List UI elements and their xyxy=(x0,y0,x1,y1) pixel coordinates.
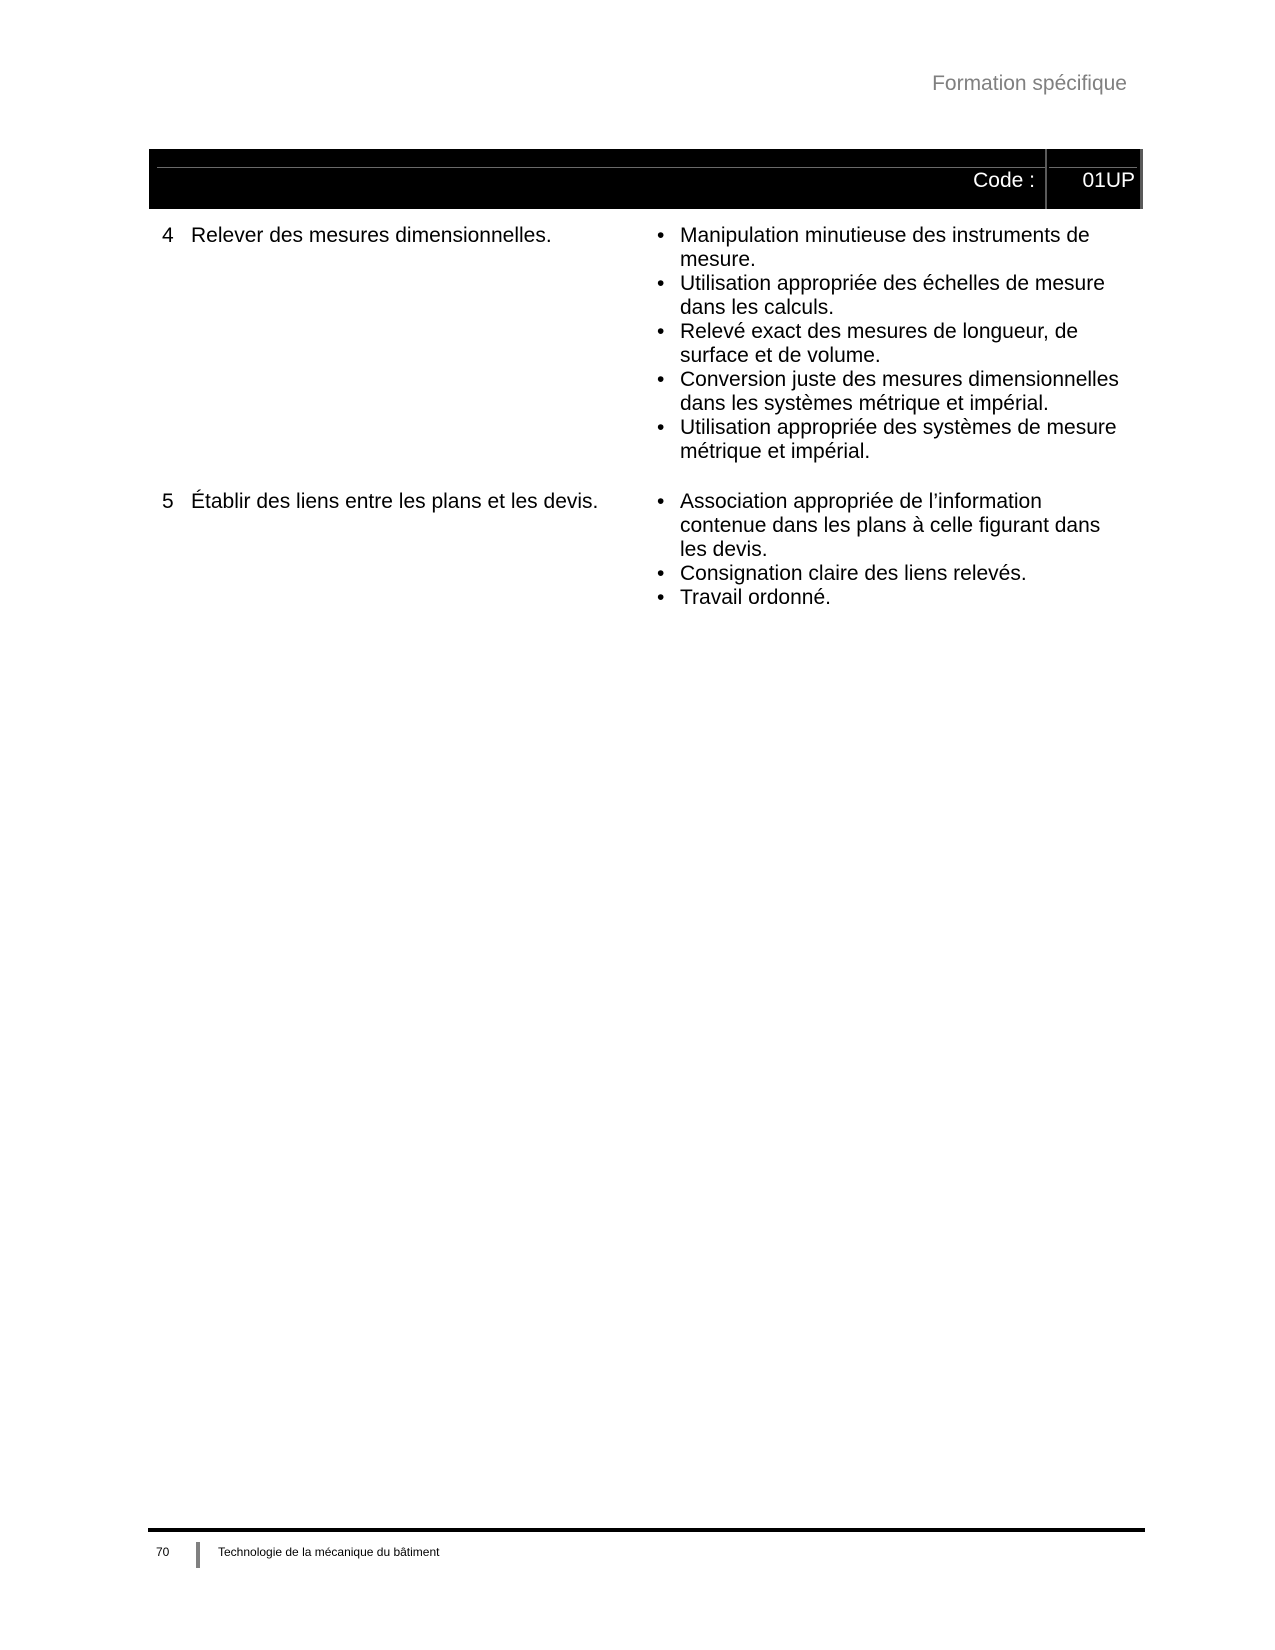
code-label: Code : xyxy=(973,169,1035,192)
list-item: • Relevé exact des mesures de longueur, de surface et de volume. xyxy=(652,320,1122,368)
table-row xyxy=(162,490,1122,610)
criteria-cell xyxy=(652,490,1122,610)
code-bar-rule-right xyxy=(1049,167,1137,168)
element-number: 4 xyxy=(162,224,174,247)
code-bar xyxy=(149,149,1143,209)
criteria-list xyxy=(652,490,1122,610)
footer-separator xyxy=(196,1542,200,1568)
criteria-list xyxy=(652,224,1122,464)
criteria-cell xyxy=(652,224,1122,464)
code-bar-rule xyxy=(157,167,1045,168)
code-bar-divider xyxy=(1045,149,1047,209)
list-item: • Manipulation minutieuse des instruments de mesure. xyxy=(652,224,1122,272)
code-value: 01UP xyxy=(1082,169,1135,192)
element-text: Établir des liens entre les plans et les devis. xyxy=(191,490,599,513)
list-item: • Consignation claire des liens relevés. xyxy=(652,562,1122,586)
element-cell xyxy=(162,490,652,610)
code-bar-edge xyxy=(1140,149,1143,209)
list-item: • Conversion juste des mesures dimensionnelles dans les systèmes métrique et impérial. xyxy=(652,368,1122,416)
table-row xyxy=(162,224,1122,464)
page-number: 70 xyxy=(156,1545,170,1559)
running-header: Formation spécifique xyxy=(932,72,1127,95)
list-item: • Utilisation appropriée des échelles de mesure dans les calculs. xyxy=(652,272,1122,320)
list-item: • Utilisation appropriée des systèmes de mesure métrique et impérial. xyxy=(652,416,1122,464)
list-item: • Association appropriée de l’information contenue dans les plans à celle figurant dans les devis. xyxy=(652,490,1122,562)
element-text: Relever des mesures dimensionnelles. xyxy=(191,224,552,247)
element-cell xyxy=(162,224,652,464)
list-item: • Travail ordonné. xyxy=(652,586,1122,610)
footer-title: Technologie de la mécanique du bâtiment xyxy=(218,1545,440,1559)
element-number: 5 xyxy=(162,490,174,513)
footer-rule xyxy=(148,1528,1145,1532)
criteria-table xyxy=(162,224,1122,636)
